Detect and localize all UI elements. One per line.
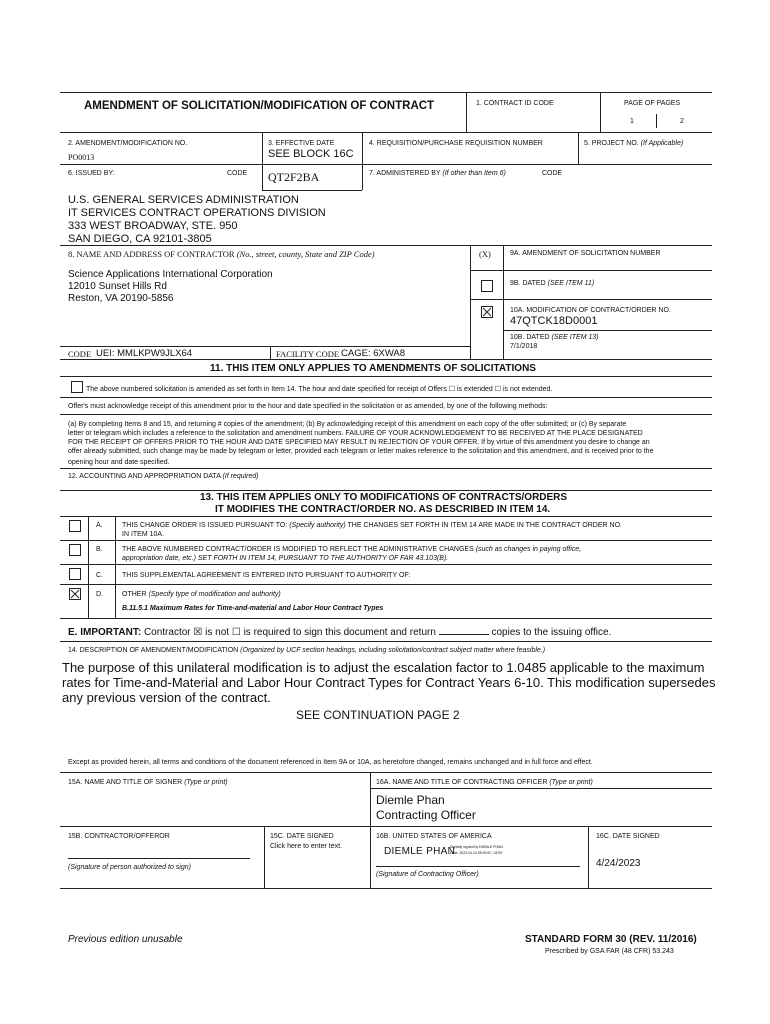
item12-note: (If required) bbox=[222, 473, 259, 480]
item11-para-line: opening hour and date specified. bbox=[68, 459, 170, 466]
item13b-text bbox=[122, 545, 581, 554]
continuation-note: SEE CONTINUATION PAGE 2 bbox=[296, 708, 460, 722]
item11-checkbox[interactable] bbox=[71, 381, 83, 393]
signer-label-note: (Type or print) bbox=[184, 779, 228, 786]
check-x-icon bbox=[482, 307, 492, 317]
standard-form-name: STANDARD FORM 30 (REV. 11/2016) bbox=[525, 934, 697, 945]
issued-by-label: 6. ISSUED BY: bbox=[68, 170, 115, 177]
contractor-address-line: 12010 Sunset Hills Rd bbox=[68, 281, 167, 292]
item13b-letter: B. bbox=[96, 546, 103, 553]
item13d-letter: D. bbox=[96, 591, 103, 598]
item13a-text-line2: IN ITEM 10A. bbox=[122, 531, 165, 538]
item13b-text-b: (such as changes in paying office, bbox=[475, 546, 582, 553]
item9b-checkbox[interactable] bbox=[481, 280, 493, 292]
item10a-checkbox[interactable] bbox=[481, 306, 493, 318]
issuer-address-line: SAN DIEGO, CA 92101-3805 bbox=[68, 233, 212, 245]
issuer-address-line: 333 WEST BROADWAY, STE. 950 bbox=[68, 220, 238, 232]
item13d-checkbox[interactable] bbox=[69, 588, 81, 600]
contractor-address-line: Reston, VA 20190-5856 bbox=[68, 293, 174, 304]
item9b-label bbox=[510, 279, 594, 288]
item13a-text bbox=[122, 521, 622, 530]
signer-label-text: 15A. NAME AND TITLE OF SIGNER bbox=[68, 779, 183, 786]
issued-code-value: QT2F2BA bbox=[268, 170, 320, 184]
terms-note: Except as provided herein, all terms and conditions of the document referenced in Item 9A or 10A, as heretofore changed, remains unchanged and in full force and effect. bbox=[68, 759, 593, 766]
contractor-label-note: (No., street, county, State and ZIP Code) bbox=[236, 249, 375, 259]
important-suffix: copies to the issuing office. bbox=[491, 627, 612, 638]
important-line bbox=[68, 625, 611, 639]
item10a-label: 10A. MODIFICATION OF CONTRACT/ORDER NO. bbox=[510, 307, 671, 314]
amendment-no-label: 2. AMENDMENT/MODIFICATION NO. bbox=[68, 140, 188, 147]
item10b-label-text: 10B. DATED bbox=[510, 334, 550, 341]
amendment-no-value: PO0013 bbox=[68, 153, 95, 162]
signer-name-label bbox=[68, 778, 228, 787]
item11-para-line: (a) By completing Items 8 and 15, and returning # copies of the amendment; (b) By acknowledging receipt of this amendment on each copy of the offer submitted; or (c) By separate bbox=[68, 421, 627, 428]
item11-para-line: FOR THE RECEIPT OF OFFERS PRIOR TO THE HOUR AND DATE SPECIFIED MAY RESULT IN REJECTION OF YOUR OFFER. If by virtue of this amendment you desire to change an bbox=[68, 439, 650, 446]
item13c-text: THIS SUPPLEMENTAL AGREEMENT IS ENTERED INTO PURSUANT TO AUTHORITY OF: bbox=[122, 572, 411, 579]
contractor-label-text: 8. NAME AND ADDRESS OF CONTRACTOR bbox=[68, 249, 235, 259]
item11-para-line: letter or telegram which includes a reference to the solicitation and amendment numbers. FAILURE OF YOUR ACKNOWLEDGEMENT TO BE RECEIVED AT THE PLACE DESIGNATED bbox=[68, 430, 643, 437]
issued-code-label: CODE bbox=[227, 170, 248, 177]
item13d-text-a: OTHER bbox=[122, 591, 147, 598]
date-signed-16c-value: 4/24/2023 bbox=[596, 858, 641, 869]
item13d-text bbox=[122, 590, 281, 599]
officer-signature-name: DIEMLE PHAN bbox=[384, 846, 456, 857]
item14-description-line: The purpose of this unilateral modification is to adjust the escalation factor to 1.0485 applicable to the maximum bbox=[62, 660, 705, 675]
x-column-label: (X) bbox=[479, 249, 491, 259]
copies-blank[interactable] bbox=[439, 625, 489, 635]
signature-person-caption: (Signature of person authorized to sign) bbox=[68, 864, 191, 871]
officer-label-text: 16A. NAME AND TITLE OF CONTRACTING OFFICER bbox=[376, 779, 548, 786]
item13b-text-line2: appropriation date, etc.) SET FORTH IN ITEM 14, PURSUANT TO THE AUTHORITY OF FAR 43.103(B). bbox=[122, 555, 449, 562]
officer-label-note: (Type or print) bbox=[549, 779, 593, 786]
officer-name: Diemle Phan bbox=[376, 793, 445, 807]
item11-line1: The above numbered solicitation is amended as set forth in Item 14. The hour and date specified for receipt of Offers ☐ is extended ☐ is not extended. bbox=[86, 386, 553, 393]
project-note: (If Applicable) bbox=[640, 140, 684, 147]
item11-line2: Offer's must acknowledge receipt of this amendment prior to the hour and date specified in the solicitation or as amended, by one of the following methods: bbox=[68, 403, 548, 410]
date-signed-16c-label: 16C. DATE SIGNED bbox=[596, 833, 660, 840]
effective-date-label: 3. EFFECTIVE DATE bbox=[268, 140, 335, 147]
project-label-text: 5. PROJECT NO. bbox=[584, 140, 639, 147]
item10a-value: 47QTCK18D0001 bbox=[510, 315, 598, 327]
page-total: 2 bbox=[680, 118, 684, 125]
item14-label bbox=[68, 646, 545, 655]
project-no-label bbox=[584, 139, 683, 148]
digital-signature-line1: Digitally signed by DIEMLE PHAN bbox=[450, 845, 503, 849]
usa-label: 16B. UNITED STATES OF AMERICA bbox=[376, 833, 492, 840]
date-signed-15c-label: 15C. DATE SIGNED bbox=[270, 833, 334, 840]
administered-label-text: 7. ADMINISTERED BY bbox=[369, 170, 441, 177]
important-label: E. IMPORTANT: bbox=[68, 627, 142, 638]
item13a-text-b: (Specify authority) bbox=[289, 522, 346, 529]
item10b-label bbox=[510, 333, 599, 342]
item13c-checkbox[interactable] bbox=[69, 568, 81, 580]
item10b-note: (SEE ITEM 13) bbox=[551, 334, 599, 341]
item13d-authority: B.11.5.1 Maximum Rates for Time-and-material and Labor Hour Contract Types bbox=[122, 605, 384, 612]
administered-by-label bbox=[369, 169, 506, 178]
check-x-icon bbox=[70, 589, 80, 599]
item11-para-line: offer already submitted, such change may be made by telegram or letter, provided each telegram or letter makes reference to the solicitation and this amendment, and is received prior to the bbox=[68, 448, 654, 455]
item13a-text-c: THE CHANGES SET FORTH IN ITEM 14 ARE MADE IN THE CONTRACT ORDER NO. bbox=[347, 522, 622, 529]
item14-label-text: 14. DESCRIPTION OF AMENDMENT/MODIFICATION bbox=[68, 647, 239, 654]
previous-edition-note: Previous edition unusable bbox=[68, 934, 183, 945]
item14-note: (Organized by UCF section headings, including solicitation/contract subject matter where feasible.) bbox=[240, 647, 546, 654]
contractor-uei: UEI: MMLKPW9JLX64 bbox=[96, 348, 193, 359]
item9b-note: (SEE ITEM 11) bbox=[547, 280, 595, 287]
date-signed-15c-field[interactable]: Click here to enter text. bbox=[270, 843, 342, 850]
contractor-label bbox=[68, 249, 375, 260]
item13-heading2: IT MODIFIES THE CONTRACT/ORDER NO. AS DESCRIBED IN ITEM 14. bbox=[215, 504, 551, 515]
item14-description-line: rates for Time-and-Material and Labor Hour Contract Types for Contract Years 6-10. This modification supersedes bbox=[62, 675, 716, 690]
requisition-label: 4. REQUISITION/PURCHASE REQUISITION NUMBER bbox=[369, 140, 543, 147]
item12-label bbox=[68, 472, 259, 481]
item11-heading: 11. THIS ITEM ONLY APPLIES TO AMENDMENTS OF SOLICITATIONS bbox=[210, 363, 536, 374]
prescribed-by: Prescribed by GSA FAR (48 CFR) 53.243 bbox=[545, 948, 674, 955]
item13-heading1: 13. THIS ITEM APPLIES ONLY TO MODIFICATIONS OF CONTRACTS/ORDERS bbox=[200, 492, 568, 503]
form-title: AMENDMENT OF SOLICITATION/MODIFICATION OF CONTRACT bbox=[84, 100, 435, 112]
item13b-text-a: THE ABOVE NUMBERED CONTRACT/ORDER IS MODIFIED TO REFLECT THE ADMINISTRATIVE CHANGES bbox=[122, 546, 474, 553]
issuer-address-line: IT SERVICES CONTRACT OPERATIONS DIVISION bbox=[68, 207, 326, 219]
signature-officer-caption: (Signature of Contracting Officer) bbox=[376, 871, 479, 878]
item13c-letter: C. bbox=[96, 572, 103, 579]
page-current: 1 bbox=[630, 118, 634, 125]
effective-date-value: SEE BLOCK 16C bbox=[268, 148, 354, 160]
item14-description-line: any previous version of the contract. bbox=[62, 690, 271, 705]
digital-signature-line2: Date: 2023.04.24 08:00:57 -04'00' bbox=[450, 851, 503, 855]
item10b-value: 7/1/2018 bbox=[510, 343, 538, 350]
officer-title: Contracting Officer bbox=[376, 808, 476, 822]
contractor-cage: CAGE: 6XWA8 bbox=[341, 348, 406, 359]
issuer-address-line: U.S. GENERAL SERVICES ADMINISTRATION bbox=[68, 194, 299, 206]
item9b-label-text: 9B. DATED bbox=[510, 280, 546, 287]
contract-id-label: 1. CONTRACT ID CODE bbox=[476, 100, 554, 107]
item12-label-text: 12. ACCOUNTING AND APPROPRIATION DATA bbox=[68, 473, 221, 480]
facility-code-label: FACILITY CODE bbox=[276, 349, 340, 359]
item9a-label: 9A. AMENDMENT OF SOLICITATION NUMBER bbox=[510, 250, 661, 257]
item13a-checkbox[interactable] bbox=[69, 520, 81, 532]
officer-name-label bbox=[376, 778, 593, 787]
item13b-checkbox[interactable] bbox=[69, 544, 81, 556]
item13d-text-b: (Specify type of modification and authority) bbox=[148, 591, 281, 598]
important-text: Contractor ☒ is not ☐ is required to sign this document and return bbox=[143, 627, 436, 638]
administered-code-label: CODE bbox=[542, 170, 563, 177]
item13a-text-a: THIS CHANGE ORDER IS ISSUED PURSUANT TO: bbox=[122, 522, 288, 529]
contractor-offeror-label: 15B. CONTRACTOR/OFFEROR bbox=[68, 833, 170, 840]
item13a-letter: A. bbox=[96, 522, 103, 529]
contractor-code-label: CODE bbox=[68, 349, 92, 359]
page-of-pages-label: PAGE OF PAGES bbox=[624, 100, 681, 107]
contractor-address-line: Science Applications International Corporation bbox=[68, 269, 273, 280]
administered-note: (If other than Item 6) bbox=[442, 170, 506, 177]
